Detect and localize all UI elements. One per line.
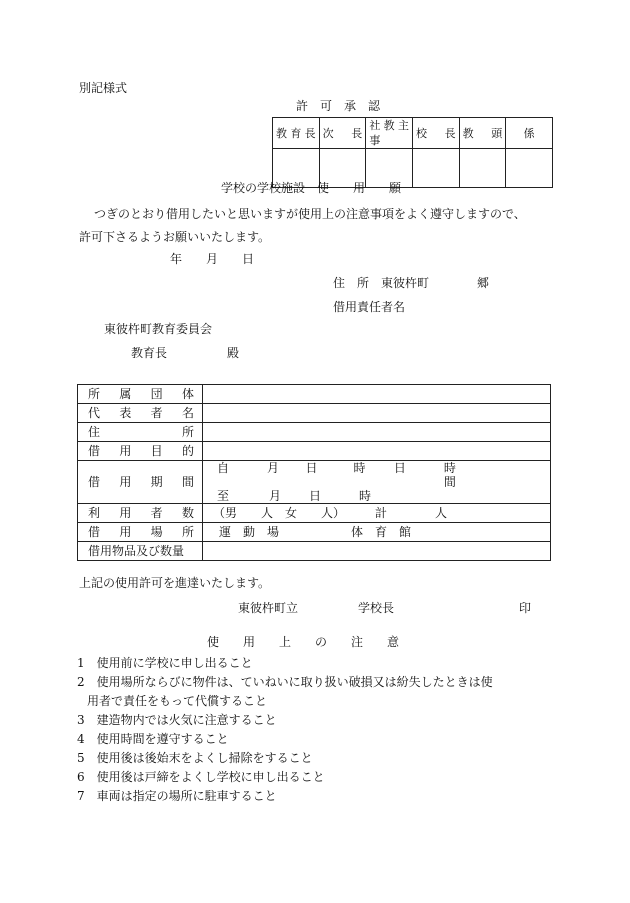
forward-note: 上記の使用許可を進達いたします。 <box>79 576 271 590</box>
organization-field[interactable] <box>203 385 551 404</box>
organization-label: 所属団体 <box>78 385 203 404</box>
approval-col-superintendent: 教育長 <box>273 118 320 149</box>
approval-col-social-education: 社教主事 <box>366 118 413 149</box>
note-item: 4 使用時間を遵守すること <box>77 732 229 746</box>
period-to-month-unit: 月 <box>269 489 282 503</box>
period-hour-unit: 時 <box>353 461 366 475</box>
stamp-cell[interactable] <box>459 149 506 188</box>
intro-line-2: 許可下さるようお願いいたします。 <box>79 230 271 244</box>
representative-label: 代表者名 <box>78 404 203 423</box>
responsible-person-label: 借用責任者名 <box>333 300 406 314</box>
approval-col-staff: 係 <box>506 118 553 149</box>
period-days-unit: 日 <box>393 461 406 475</box>
stamp-cell[interactable] <box>506 149 553 188</box>
application-form-table <box>77 384 551 561</box>
period-to-hour-unit: 時 <box>359 489 372 503</box>
stamp-cell[interactable] <box>412 149 459 188</box>
approval-col-vice-principal: 教 頭 <box>459 118 506 149</box>
note-item: 6 使用後は戸締をよくし学校に申し出ること <box>77 770 325 784</box>
approval-col-deputy: 次 長 <box>319 118 366 149</box>
intro-line-1: つぎのとおり借用したいと思いますが使用上の注意事項をよく遵守しますので、 <box>94 207 526 221</box>
address-label: 住所 <box>78 423 203 442</box>
note-item: 2 使用場所ならびに物件は、ていねいに取り扱い破損又は紛失したときは使 <box>77 675 493 689</box>
note-item: 7 車両は指定の場所に駐車すること <box>77 789 277 803</box>
approval-col-principal: 校 長 <box>412 118 459 149</box>
period-hours-unit: 時間 <box>443 461 456 489</box>
school-principal-line: 東彼杵町立 学校長 <box>238 601 395 615</box>
place-field[interactable]: 運 動 場 体 育 館 <box>203 523 551 542</box>
period-from-marker: 自 <box>217 461 230 475</box>
seal-mark: 印 <box>519 601 532 615</box>
items-field[interactable] <box>203 542 551 561</box>
period-to-marker: 至 <box>217 489 230 503</box>
note-item: 1 使用前に学校に申し出ること <box>77 656 253 670</box>
notes-title: 使 用 上 の 注 意 <box>207 635 400 649</box>
board-of-education: 東彼杵町教育委員会 <box>104 322 213 336</box>
applicant-address: 住 所 東彼杵町 郷 <box>333 276 490 290</box>
approval-stamp-table <box>272 117 553 188</box>
items-label: 借用物品及び数量 <box>78 542 203 561</box>
period-month-unit: 月 <box>267 461 280 475</box>
form-label: 別記様式 <box>79 81 128 95</box>
place-label: 借用場所 <box>78 523 203 542</box>
note-item-continuation: 用者で責任をもって代償すること <box>87 694 268 708</box>
date-line: 年 月 日 <box>170 252 255 266</box>
representative-field[interactable] <box>203 404 551 423</box>
period-field[interactable] <box>203 461 551 504</box>
period-to-day-unit: 日 <box>309 489 322 503</box>
approval-title: 許 可 承 認 <box>296 99 381 113</box>
address-field[interactable] <box>203 423 551 442</box>
users-field[interactable]: （男 人 女 人） 計 人 <box>203 504 551 523</box>
users-label: 利用者数 <box>78 504 203 523</box>
note-item: 3 建造物内では火気に注意すること <box>77 713 277 727</box>
note-item: 5 使用後は後始末をよくし掃除をすること <box>77 751 313 765</box>
period-day-unit: 日 <box>305 461 318 475</box>
superintendent-addressee: 教育長 殿 <box>131 346 240 360</box>
purpose-field[interactable] <box>203 442 551 461</box>
period-label: 借用期間 <box>78 461 203 504</box>
purpose-label: 借用目的 <box>78 442 203 461</box>
document-title: 学校の学校施設 使 用 願 <box>221 181 402 195</box>
